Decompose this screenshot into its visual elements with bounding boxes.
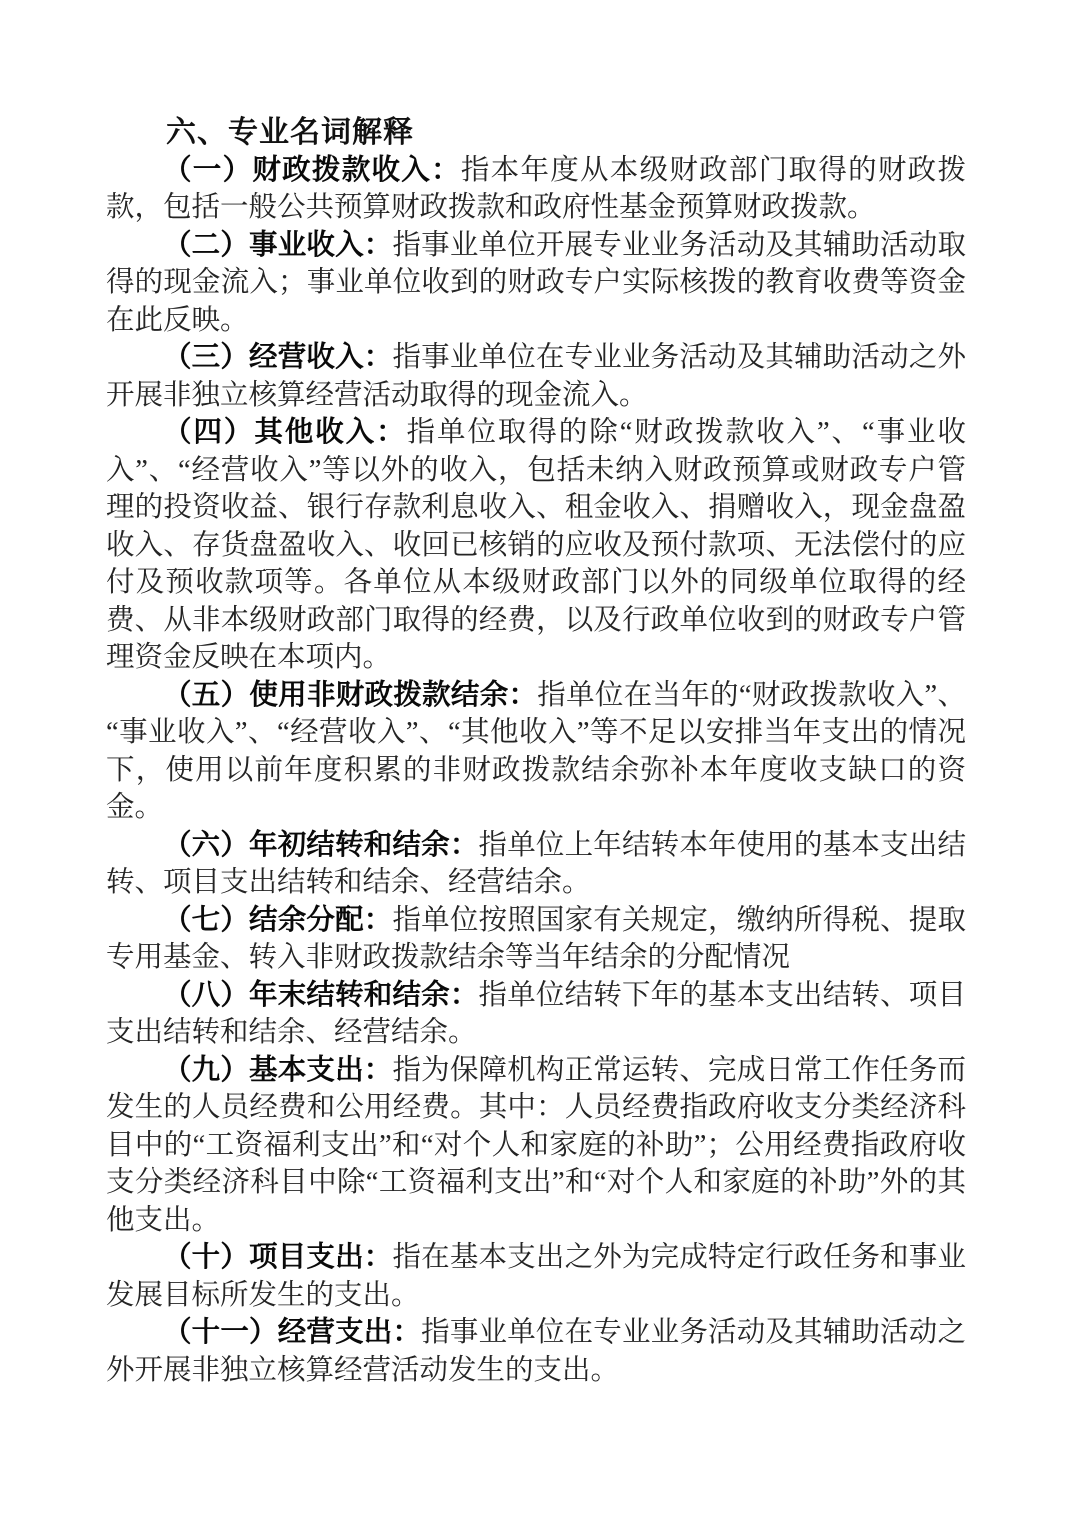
term-definition: 指为保障机构正常运转、完成日常工作任务而发生的人员经费和公用经费。其中：人员经费指政府收支分类经济科目中的“工资福利支出”和“对个人和家庭的补助”；公用经费指政府收支分类经济科目中除“工资福利支出”和“对个人和家庭的补助”外的其他支出。	[106, 1054, 966, 1236]
definition-paragraph-10	[106, 1239, 966, 1314]
term-label: （十一）经营支出：	[163, 1317, 422, 1348]
definition-paragraph-8	[106, 977, 966, 1052]
term-definition: 指单位结转下年的基本支出结转、项目支出结转和结余、经营结余。	[106, 979, 966, 1048]
definition-paragraph-4	[106, 414, 966, 677]
term-label: （四）其他收入：	[163, 417, 407, 448]
definition-paragraph-3	[106, 339, 966, 414]
definition-paragraph-7	[106, 902, 966, 977]
definition-paragraph-5	[106, 677, 966, 827]
term-label: （八）年末结转和结余：	[163, 979, 479, 1011]
term-label: （七）结余分配：	[163, 904, 393, 936]
term-definition: 指单位上年结转本年使用的基本支出结转、项目支出结转和结余、经营结余。	[106, 829, 966, 898]
term-definition: 指单位在当年的“财政拨款收入”、“事业收入”、“经营收入”、“其他收入”等不足以安排当年支出的情况下，使用以前年度积累的非财政拨款结余弥补本年度收支缺口的资金。	[106, 679, 966, 823]
term-label: （九）基本支出：	[163, 1054, 393, 1086]
term-definition: 指事业单位开展专业业务活动及其辅助活动取得的现金流入；事业单位收到的财政专户实际核拨的教育收费等资金在此反映。	[106, 229, 966, 336]
definition-paragraph-1	[106, 152, 966, 227]
term-label: （三）经营收入：	[163, 342, 393, 373]
term-label: （二）事业收入：	[163, 229, 393, 261]
term-definition: 指事业单位在专业业务活动及其辅助活动之外开展非独立核算经营活动发生的支出。	[106, 1317, 966, 1386]
term-definition: 指本年度从本级财政部门取得的财政拨款，包括一般公共预算财政拨款和政府性基金预算财政拨款。	[106, 154, 966, 223]
term-definition: 指单位按照国家有关规定，缴纳所得税、提取专用基金、转入非财政拨款结余等当年结余的分配情况	[106, 904, 966, 973]
definition-paragraph-9	[106, 1052, 966, 1240]
term-definition: 指在基本支出之外为完成特定行政任务和事业发展目标所发生的支出。	[106, 1242, 966, 1311]
definition-paragraph-2	[106, 227, 966, 340]
term-label: （一）财政拨款收入：	[163, 154, 461, 186]
term-label: （六）年初结转和结余：	[163, 829, 479, 861]
term-label: （五）使用非财政拨款结余：	[163, 679, 538, 711]
term-definition: 指事业单位在专业业务活动及其辅助活动之外开展非独立核算经营活动取得的现金流入。	[106, 342, 966, 411]
term-label: （十）项目支出：	[163, 1242, 393, 1273]
term-definition: 指单位取得的除“财政拨款收入”、“事业收入”、“经营收入”等以外的收入，包括未纳入财政预算或财政专户管理的投资收益、银行存款利息收入、租金收入、捐赠收入，现金盘盈收入、存货盘盈收入、收回已核销的应收及预付款项、无法偿付的应付及预收款项等。各单位从本级财政部门以外的同级单位取得的经费、从非本级财政部门取得的经费，以及行政单位收到的财政专户管理资金反映在本项内。	[106, 417, 966, 673]
definition-paragraph-6	[106, 827, 966, 902]
definition-paragraph-11	[106, 1314, 966, 1389]
page-title: 六、专业名词解释	[166, 116, 414, 149]
